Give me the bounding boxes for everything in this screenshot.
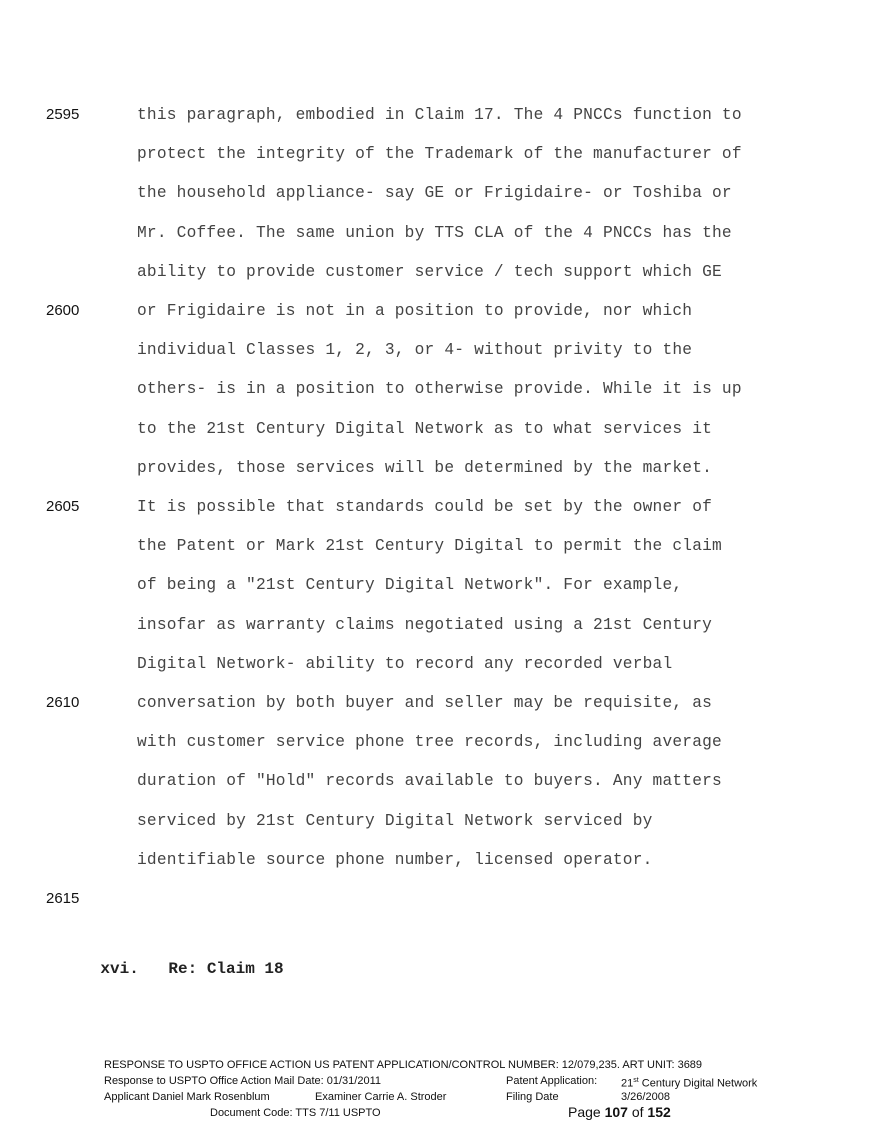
footer-row-1 <box>104 1057 804 1073</box>
page-number: Page 107 of 152 <box>568 1104 671 1120</box>
footer-patent-application-label: Patent Application: <box>506 1075 598 1087</box>
footer-patent-application-value: 21st Century Digital Network <box>621 1077 758 1090</box>
line-text: provides, those services will be determined by the market. <box>137 458 713 477</box>
line-text: Mr. Coffee. The same union by TTS CLA of the 4 PNCCs has the <box>137 223 732 242</box>
line-text: conversation by both buyer and seller may be requisite, as <box>137 694 713 712</box>
footer-row-2 <box>104 1073 804 1089</box>
line-text: protect the integrity of the Trademark of the manufacturer of <box>137 145 742 164</box>
line-text: this paragraph, embodied in Claim 17. The 4 PNCCs function to <box>137 106 742 124</box>
text-line <box>0 889 884 915</box>
line-number: 2600 <box>46 302 80 319</box>
line-text: of being a "21st Century Digital Network". For example, <box>137 576 683 595</box>
line-number: 2615 <box>46 890 80 907</box>
line-text: duration of "Hold" records available to buyers. Any matters <box>137 772 722 791</box>
text-line <box>0 419 884 445</box>
footer-mail-date: Response to USPTO Office Action Mail Date: 01/31/2011 <box>104 1075 381 1087</box>
text-line <box>0 811 884 837</box>
line-number: 2595 <box>46 106 80 123</box>
text-line <box>0 144 884 170</box>
text-line <box>0 105 884 131</box>
page-footer <box>104 1057 804 1121</box>
section-title: Re: Claim 18 <box>168 960 284 978</box>
line-text: to the 21st Century Digital Network as to what services it <box>137 419 713 438</box>
line-text: or Frigidaire is not in a position to provide, nor which <box>137 302 693 320</box>
section-number: xvi. <box>100 960 139 978</box>
text-line <box>0 771 884 797</box>
text-line <box>0 340 884 366</box>
footer-row-3 <box>104 1089 804 1105</box>
text-line <box>0 732 884 758</box>
footer-filing-date-label: Filing Date <box>506 1091 559 1103</box>
text-line <box>0 379 884 405</box>
text-line <box>0 223 884 249</box>
section-heading <box>62 942 284 996</box>
text-line <box>0 536 884 562</box>
line-text: insofar as warranty claims negotiated using a 21st Century <box>137 615 713 634</box>
text-line <box>0 262 884 288</box>
line-text: others- is in a position to otherwise provide. While it is up <box>137 380 742 399</box>
line-text: individual Classes 1, 2, 3, or 4- without privity to the <box>137 341 693 360</box>
line-text: identifiable source phone number, licensed operator. <box>137 850 653 869</box>
text-line <box>0 693 884 719</box>
footer-examiner: Examiner Carrie A. Stroder <box>315 1091 447 1103</box>
text-line <box>0 615 884 641</box>
text-line <box>0 654 884 680</box>
text-line <box>0 458 884 484</box>
line-number: 2605 <box>46 498 80 515</box>
footer-filing-date-value: 3/26/2008 <box>621 1091 670 1103</box>
line-number: 2610 <box>46 694 80 711</box>
footer-response-header: RESPONSE TO USPTO OFFICE ACTION US PATENT APPLICATION/CONTROL NUMBER: 12/079,235. ART UNIT: 3689 <box>104 1059 703 1071</box>
line-text: ability to provide customer service / tech support which GE <box>137 262 722 281</box>
text-line <box>0 301 884 327</box>
line-text: It is possible that standards could be set by the owner of <box>137 498 713 516</box>
line-text: serviced by 21st Century Digital Network serviced by <box>137 811 653 830</box>
line-text: the household appliance- say GE or Frigidaire- or Toshiba or <box>137 184 732 203</box>
footer-document-code: Document Code: TTS 7/11 USPTO <box>210 1107 381 1119</box>
text-line <box>0 575 884 601</box>
footer-applicant: Applicant Daniel Mark Rosenblum <box>104 1091 270 1103</box>
text-line <box>0 183 884 209</box>
line-text: the Patent or Mark 21st Century Digital to permit the claim <box>137 537 722 556</box>
line-text: Digital Network- ability to record any recorded verbal <box>137 654 673 673</box>
line-text: with customer service phone tree records, including average <box>137 733 722 752</box>
text-line <box>0 497 884 523</box>
text-line <box>0 850 884 876</box>
footer-row-4 <box>104 1105 804 1121</box>
